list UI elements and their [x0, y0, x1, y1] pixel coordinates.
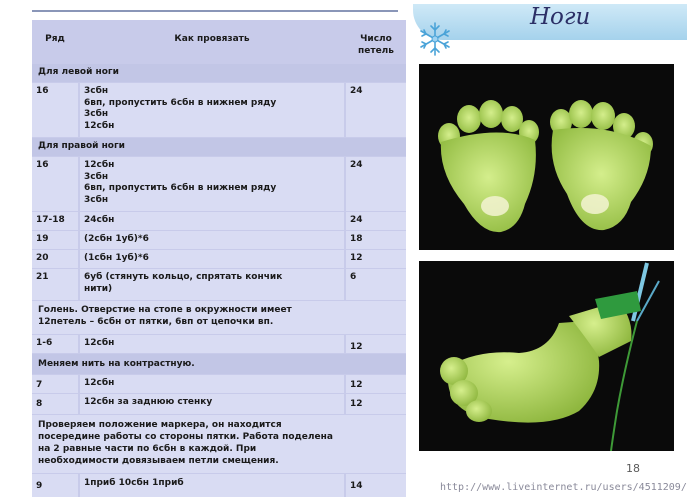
row-instructions: 12сбн за заднюю стенку [80, 394, 344, 414]
change-yarn-section [32, 354, 406, 374]
stitch-count: 18 [346, 231, 406, 249]
table-row [32, 157, 406, 211]
stitch-count: 12 [346, 250, 406, 268]
table-row [32, 83, 406, 137]
header-count-line1: Число [360, 34, 392, 44]
table-row [32, 269, 406, 300]
instruction-line: 3сбн [84, 194, 109, 205]
instruction-line: 6вп, пропустить 6сбн в нижнем ряду [84, 183, 277, 193]
row-instructions: 1приб 10сбн 1приб [80, 474, 344, 497]
marker-note-text [32, 415, 406, 473]
table-row [32, 474, 406, 497]
row-number: 1-6 [32, 335, 78, 353]
watermark-url: http://www.liveinternet.ru/users/4511209/ [440, 482, 687, 493]
change-yarn-note: Меняем нить на контрастную. [32, 354, 406, 374]
stitch-count: 24 [346, 83, 406, 137]
row-number: 7 [32, 375, 78, 393]
instruction-line: 12сбн [84, 120, 115, 131]
instruction-line: 6уб (стянуть кольцо, спрятать кончик [84, 272, 283, 282]
instruction-line: нити) [84, 283, 113, 294]
table-header [32, 20, 406, 63]
instruction-line: 3сбн [84, 171, 109, 182]
stitch-count: 6 [346, 269, 406, 300]
row-number: 21 [32, 269, 78, 300]
note-line: 12петель – 6сбн от пятки, 6вп от цепочки вп. [38, 317, 274, 327]
header-how: Как провязать [80, 20, 344, 63]
row-instructions: 24сбн [80, 212, 344, 230]
page-number: 18 [626, 462, 640, 475]
row-number: 9 [32, 474, 78, 497]
crochet-leg-image [419, 261, 674, 451]
pattern-table [32, 20, 406, 497]
shin-note [32, 301, 406, 334]
instruction-line: 6вп, пропустить 6сбн в нижнем ряду [84, 97, 277, 108]
instruction-line: 12сбн [84, 160, 115, 170]
row-number: 16 [32, 83, 78, 137]
crochet-feet-image [419, 64, 674, 250]
row-instructions [80, 83, 344, 137]
marker-note [32, 415, 406, 473]
left-leg-title: Для левой ноги [32, 64, 406, 82]
table-row [32, 375, 406, 393]
note-line: необходимости довязываем петли смещения. [38, 456, 279, 466]
stitch-count: 12 [346, 375, 406, 393]
right-leg-title: Для правой ноги [32, 138, 406, 156]
row-number: 17-18 [32, 212, 78, 230]
shin-note-text [32, 301, 406, 334]
stitch-count: 24 [346, 212, 406, 230]
section-title: Ноги [530, 4, 591, 30]
table-row [32, 394, 406, 414]
note-line: Проверяем положение маркера, он находится [38, 420, 282, 430]
table-row [32, 250, 406, 268]
header-count [346, 20, 406, 63]
instruction-line: 3сбн [84, 109, 109, 119]
table-row [32, 231, 406, 249]
row-number: 20 [32, 250, 78, 268]
stitch-count: 12 [346, 335, 406, 353]
row-instructions: 12сбн [80, 375, 344, 393]
row-instructions [80, 157, 344, 211]
note-line: на 2 равные части по 6сбн в каждой. При [38, 444, 257, 454]
table-row [32, 335, 406, 353]
stitch-count: 12 [346, 394, 406, 414]
leg-photo [419, 261, 674, 451]
feet-photo [419, 64, 674, 250]
stitch-count: 24 [346, 157, 406, 211]
row-instructions: 12сбн [80, 335, 344, 353]
row-instructions: (2сбн 1уб)*6 [80, 231, 344, 249]
instruction-line: 3сбн [84, 86, 109, 96]
row-instructions: (1сбн 1уб)*6 [80, 250, 344, 268]
row-number: 16 [32, 157, 78, 211]
right-leg-section [32, 138, 406, 156]
header-count-line2: петель [358, 45, 394, 56]
note-line: Голень. Отверстие на стопе в окружности имеет [38, 305, 292, 315]
row-number: 19 [32, 231, 78, 249]
snowflake-icon [416, 20, 454, 58]
top-divider [32, 10, 398, 12]
left-leg-section [32, 64, 406, 82]
stitch-count: 14 [346, 474, 406, 497]
header-row: Ряд [32, 20, 78, 63]
row-instructions [80, 269, 344, 300]
row-number: 8 [32, 394, 78, 414]
table-row [32, 212, 406, 230]
note-line: посередине работы со стороны пятки. Работа поделена [38, 432, 333, 442]
